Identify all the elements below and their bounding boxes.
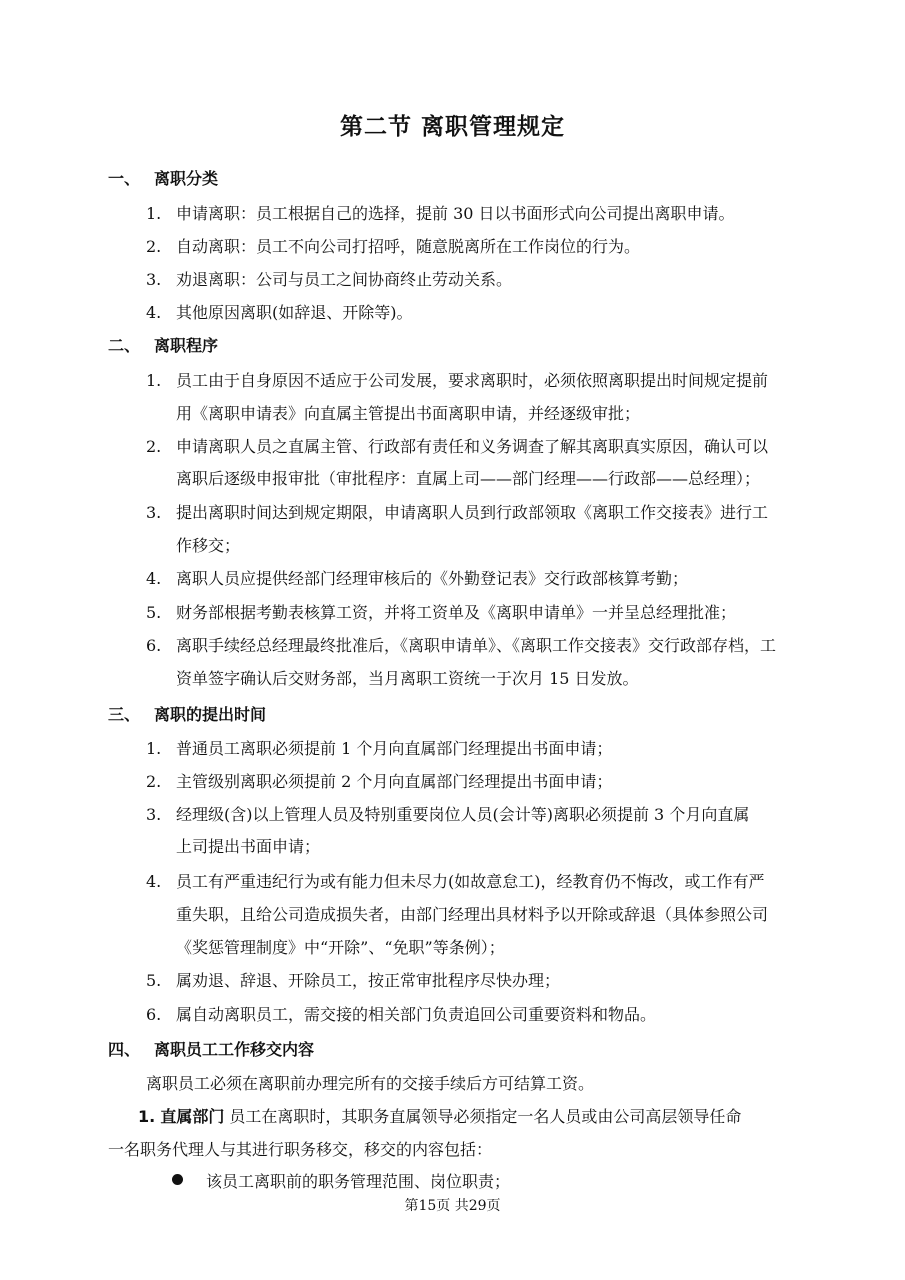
item-number: 3.: [146, 503, 162, 522]
list-item: [146, 368, 768, 391]
item-continuation: 资单签字确认后交财务部，当月离职工资统一于次月 15 日发放。: [176, 669, 639, 688]
subsection-title: 直属部门: [160, 1107, 225, 1126]
section-heading: [108, 166, 218, 189]
item-continuation: 上司提出书面申请；: [176, 837, 321, 856]
list-item: [146, 434, 768, 457]
item-text: 主管级别离职必须提前 2 个月向直属部门经理提出书面申请；: [176, 772, 613, 791]
item-text: 离职手续经总经理最终批准后，《离职申请单》、《离职工作交接表》交行政部存档，工: [176, 636, 777, 655]
list-item: [146, 968, 560, 991]
subsection-continuation: 一名职务代理人与其进行职务移交，移交的内容包括：: [108, 1140, 493, 1159]
section-heading: [108, 1037, 314, 1060]
item-number: 4.: [146, 569, 162, 588]
item-number: 5.: [146, 603, 162, 622]
list-item: [146, 500, 768, 523]
list-item: [146, 1002, 656, 1025]
item-text: 员工由于自身原因不适应于公司发展，要求离职时，必须依照离职提出时间规定提前: [176, 371, 769, 390]
bullet-text: 该员工离职前的职务管理范围、岗位职责；: [206, 1172, 511, 1191]
item-number: 3.: [146, 805, 162, 824]
item-text: 离职人员应提供经部门经理审核后的《外勤登记表》交行政部核算考勤；: [176, 569, 689, 588]
section-title: 离职员工工作移交内容: [154, 1040, 315, 1059]
item-continuation: 离职后逐级申报审批（审批程序：直属上司——部门经理——行政部——总经理）；: [176, 469, 761, 488]
item-number: 3.: [146, 270, 162, 289]
item-number: 6.: [146, 636, 162, 655]
item-number: 5.: [146, 971, 162, 990]
list-item: [146, 769, 612, 792]
item-text: 财务部根据考勤表核算工资，并将工资单及《离职申请单》一并呈总经理批准；: [176, 603, 737, 622]
item-text: 劝退离职：公司与员工之间协商终止劳动关系。: [176, 270, 513, 289]
bullet-icon: [172, 1174, 183, 1185]
section-number: 一、: [108, 169, 141, 188]
item-number: 1.: [146, 204, 162, 223]
item-continuation: 作移交；: [176, 536, 241, 555]
item-text: 自动离职：员工不向公司打招呼，随意脱离所在工作岗位的行为。: [176, 237, 641, 256]
list-item: [146, 633, 776, 656]
item-number: 4.: [146, 303, 162, 322]
section-heading: [108, 333, 218, 356]
list-item: [146, 201, 735, 224]
subsection-number: 1.: [138, 1107, 156, 1126]
section-intro: 离职员工必须在离职前办理完所有的交接手续后方可结算工资。: [146, 1074, 595, 1093]
subsection-text: 员工在离职时，其职务直属领导必须指定一名人员或由公司高层领导任命: [229, 1107, 742, 1126]
item-text: 属自动离职员工，需交接的相关部门负责追回公司重要资料和物品。: [176, 1005, 657, 1024]
item-text: 普通员工离职必须提前 1 个月向直属部门经理提出书面申请；: [176, 739, 613, 758]
list-item: [146, 869, 765, 892]
item-number: 2.: [146, 437, 162, 456]
section-title: 离职的提出时间: [154, 705, 267, 724]
item-text: 申请离职：员工根据自己的选择，提前 30 日以书面形式向公司提出离职申请。: [176, 204, 735, 223]
list-item: [146, 802, 749, 825]
item-text: 提出离职时间达到规定期限，申请离职人员到行政部领取《离职工作交接表》进行工: [176, 503, 769, 522]
page-title: 第二节 离职管理规定: [339, 114, 565, 140]
section-number: 四、: [108, 1040, 141, 1059]
section-title: 离职程序: [154, 336, 219, 355]
list-item: [146, 234, 640, 257]
list-item: [146, 736, 612, 759]
section-number: 三、: [108, 705, 141, 724]
item-text: 经理级(含)以上管理人员及特别重要岗位人员(会计等)离职必须提前 3 个月向直属: [176, 805, 750, 824]
section-number: 二、: [108, 336, 141, 355]
item-text: 申请离职人员之直属主管、行政部有责任和义务调查了解其离职真实原因，确认可以: [176, 437, 769, 456]
list-item: [146, 300, 413, 323]
list-item: [146, 267, 512, 290]
item-continuation: 《奖惩管理制度》中“开除”、“免职”等条例）；: [176, 938, 505, 957]
list-item: [146, 600, 736, 623]
item-number: 6.: [146, 1005, 162, 1024]
item-number: 1.: [146, 739, 162, 758]
item-text: 其他原因离职(如辞退、开除等)。: [176, 303, 413, 322]
section-title: 离职分类: [154, 169, 219, 188]
subsection-line: [138, 1104, 741, 1127]
list-item: [146, 566, 688, 589]
page-footer: 第15页 共29页: [404, 1198, 501, 1214]
item-number: 2.: [146, 237, 162, 256]
item-number: 1.: [146, 371, 162, 390]
item-number: 4.: [146, 872, 162, 891]
item-number: 2.: [146, 772, 162, 791]
item-continuation: 重失职，且给公司造成损失者，由部门经理出具材料予以开除或辞退（具体参照公司: [176, 905, 769, 924]
item-continuation: 用《离职申请表》向直属主管提出书面离职申请，并经逐级审批；: [176, 404, 641, 423]
item-text: 员工有严重违纪行为或有能力但未尽力(如故意怠工)，经教育仍不悔改，或工作有严: [176, 872, 765, 891]
item-text: 属劝退、辞退、开除员工，按正常审批程序尽快办理；: [176, 971, 561, 990]
section-heading: [108, 702, 266, 725]
